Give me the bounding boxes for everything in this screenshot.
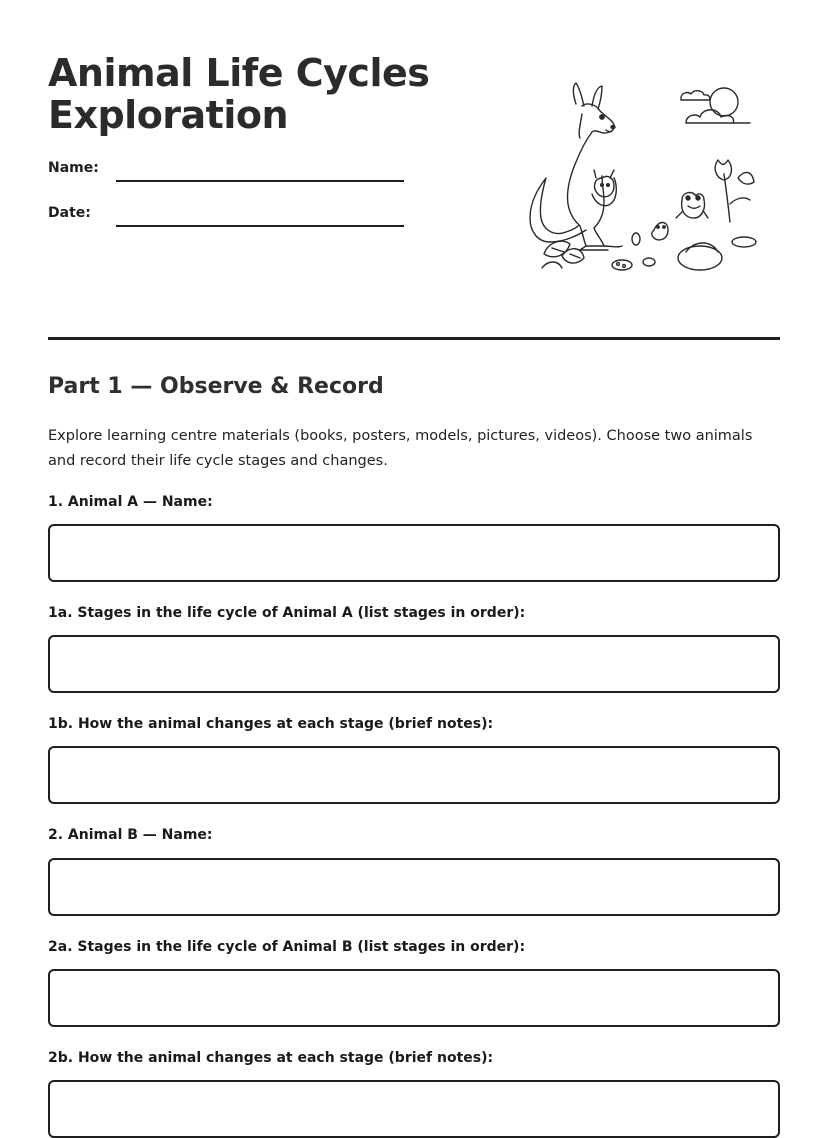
life-cycle-illustration bbox=[522, 82, 766, 278]
answer-box-1a[interactable] bbox=[48, 635, 780, 693]
question-label-1b: 1b. How the animal changes at each stage (brief notes): bbox=[48, 716, 494, 732]
date-line[interactable] bbox=[116, 225, 404, 227]
question-label-2: 2. Animal B — Name: bbox=[48, 827, 213, 843]
name-label: Name: bbox=[48, 160, 99, 176]
sun-icon bbox=[710, 88, 738, 116]
answer-box-2[interactable] bbox=[48, 858, 780, 916]
kangaroo-icon bbox=[530, 83, 622, 250]
frog-icon bbox=[676, 193, 708, 218]
question-label-1: 1. Animal A — Name: bbox=[48, 494, 213, 510]
lily-pad-icon bbox=[678, 237, 756, 270]
answer-box-1b[interactable] bbox=[48, 746, 780, 804]
tadpole-icon bbox=[652, 223, 668, 240]
flower-icon bbox=[715, 160, 754, 222]
frog-eggs-icon bbox=[612, 233, 655, 270]
title-line-2: Exploration bbox=[48, 93, 289, 137]
date-field-row bbox=[48, 205, 408, 229]
answer-box-2b[interactable] bbox=[48, 1080, 780, 1138]
question-label-2b: 2b. How the animal changes at each stage (brief notes): bbox=[48, 1050, 494, 1066]
title-line-1: Animal Life Cycles bbox=[48, 51, 430, 95]
question-label-1a: 1a. Stages in the life cycle of Animal A (list stages in order): bbox=[48, 605, 526, 621]
date-label: Date: bbox=[48, 205, 91, 221]
name-field-row bbox=[48, 160, 408, 184]
header-divider bbox=[48, 337, 780, 340]
leaf-icon bbox=[542, 241, 584, 268]
answer-box-2a[interactable] bbox=[48, 969, 780, 1027]
section-title: Part 1 — Observe & Record bbox=[48, 374, 384, 399]
name-line[interactable] bbox=[116, 180, 404, 182]
answer-box-1[interactable] bbox=[48, 524, 780, 582]
page-title bbox=[48, 52, 468, 136]
section-instructions: Explore learning centre materials (books, posters, models, pictures, videos). Choose two animals and record their life cycle stages and changes. bbox=[48, 428, 753, 469]
question-label-2a: 2a. Stages in the life cycle of Animal B (list stages in order): bbox=[48, 939, 526, 955]
cloud-icon bbox=[681, 91, 750, 123]
